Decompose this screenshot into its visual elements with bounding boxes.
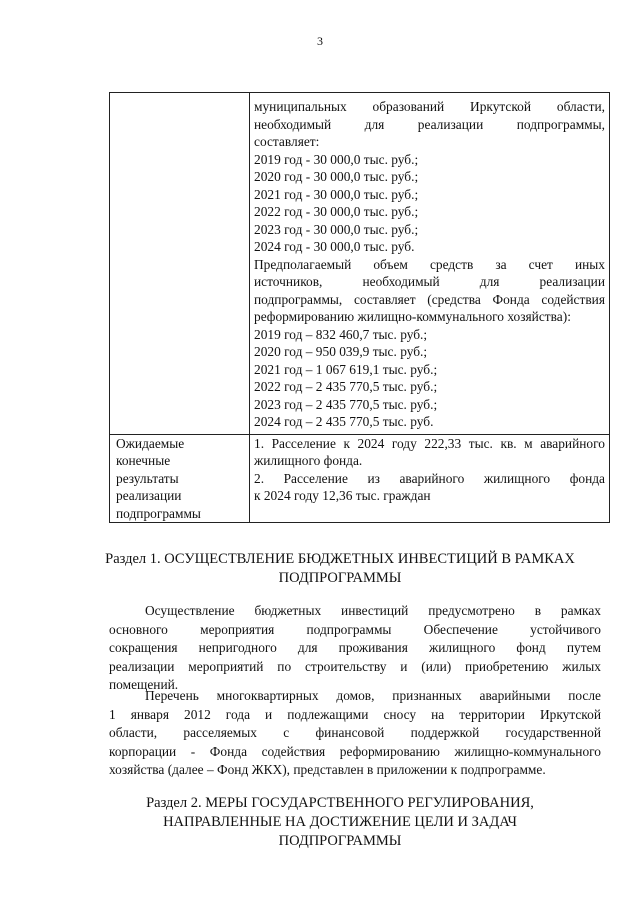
results-value-line: 1. Расселение к 2024 году 222,33 тыс. кв. м аварийного [254,435,605,451]
paragraph-line: основного мероприятия подпрограммы Обеспечение устойчивого [109,621,601,637]
paragraph-line: Осуществление бюджетных инвестиций предусмотрено в рамках [145,603,601,618]
funding-line: муниципальных образований Иркутской области, [254,99,605,114]
results-value-line: жилищного фонда. [254,453,363,468]
paragraph-line: Перечень многоквартирных домов, признанных аварийными после [145,688,601,703]
funding-line: 2022 год – 2 435 770,5 тыс. руб.; [254,379,438,394]
paragraph-line: реализации мероприятий по строительству и (или) приобретению жилых [109,658,601,674]
table-row-results [110,434,610,523]
results-label-line: результаты [116,470,179,486]
funding-line: реформированию жилищно-коммунального хозяйства): [254,309,571,324]
funding-line: подпрограммы, составляет (средства Фонда содействия [254,291,605,307]
funding-line: 2020 год - 30 000,0 тыс. руб.; [254,169,419,184]
section-title-line: ПОДПРОГРАММЫ [278,833,402,849]
funding-line: 2023 год – 2 435 770,5 тыс. руб.; [254,396,438,412]
funding-line: 2022 год - 30 000,0 тыс. руб.; [254,204,419,219]
section-title-line: Раздел 1. ОСУЩЕСТВЛЕНИЕ БЮДЖЕТНЫХ ИНВЕСТИЦИЙ В РАМКАХ [105,551,575,567]
paragraph-line: 1 января 2012 года и подлежащими сносу на территории Иркутской [109,706,601,722]
section-title-line: Раздел 2. МЕРЫ ГОСУДАРСТВЕННОГО РЕГУЛИРОВАНИЯ, [146,795,534,811]
funding-line: 2023 год - 30 000,0 тыс. руб.; [254,221,419,237]
section-title-line: НАПРАВЛЕННЫЕ НА ДОСТИЖЕНИЕ ЦЕЛИ И ЗАДАЧ [163,814,517,830]
passport-table [109,92,610,523]
page-number: 3 [317,34,323,48]
results-value-line: к 2024 году 12,36 тыс. граждан [254,488,431,503]
results-label-cell [110,434,250,523]
funding-line: 2021 год – 1 067 619,1 тыс. руб.; [254,361,438,377]
funding-line: 2021 год - 30 000,0 тыс. руб.; [254,186,419,202]
results-label-line: реализации [116,488,182,503]
results-label-line: подпрограммы [116,505,201,521]
empty-label-cell [110,93,250,435]
paragraph-line: хозяйства (далее – Фонд ЖКХ), представлен в приложении к подпрограмме. [109,762,546,777]
results-value-cell [250,434,610,523]
results-label-line: Ожидаемые [116,435,185,451]
table-row-funding [110,93,610,435]
section-1-title [80,550,600,588]
funding-line: 2024 год - 30 000,0 тыс. руб. [254,239,415,254]
paragraph-line: области, расселяемых с финансовой поддержкой государственной [109,725,601,740]
funding-line: 2024 год – 2 435 770,5 тыс. руб. [254,414,434,429]
funding-line: Предполагаемый объем средств за счет иных [254,256,605,272]
funding-cell [250,93,610,435]
funding-line: необходимый для реализации подпрограммы, [254,116,605,132]
funding-line: источников, необходимый для реализации [254,274,605,289]
section-title-line: ПОДПРОГРАММЫ [278,570,402,586]
funding-line: 2019 год - 30 000,0 тыс. руб.; [254,151,419,167]
section-2-title [80,794,600,851]
funding-line: 2020 год – 950 039,9 тыс. руб.; [254,344,428,359]
paragraph-line: сокращения непригодного для проживания жилищного фонд путем [109,640,601,655]
paragraph-line: помещений. [109,677,179,692]
funding-line: составляет: [254,134,320,149]
paragraph-line: корпорации - Фонда содействия реформированию жилищно-коммунального [109,743,601,759]
section-1-paragraph-1 [109,602,601,695]
results-label-line: конечные [116,453,171,468]
funding-line: 2019 год – 832 460,7 тыс. руб.; [254,326,428,342]
section-1-paragraph-2 [109,687,601,780]
results-value-line: 2. Расселение из аварийного жилищного фонда [254,470,605,486]
